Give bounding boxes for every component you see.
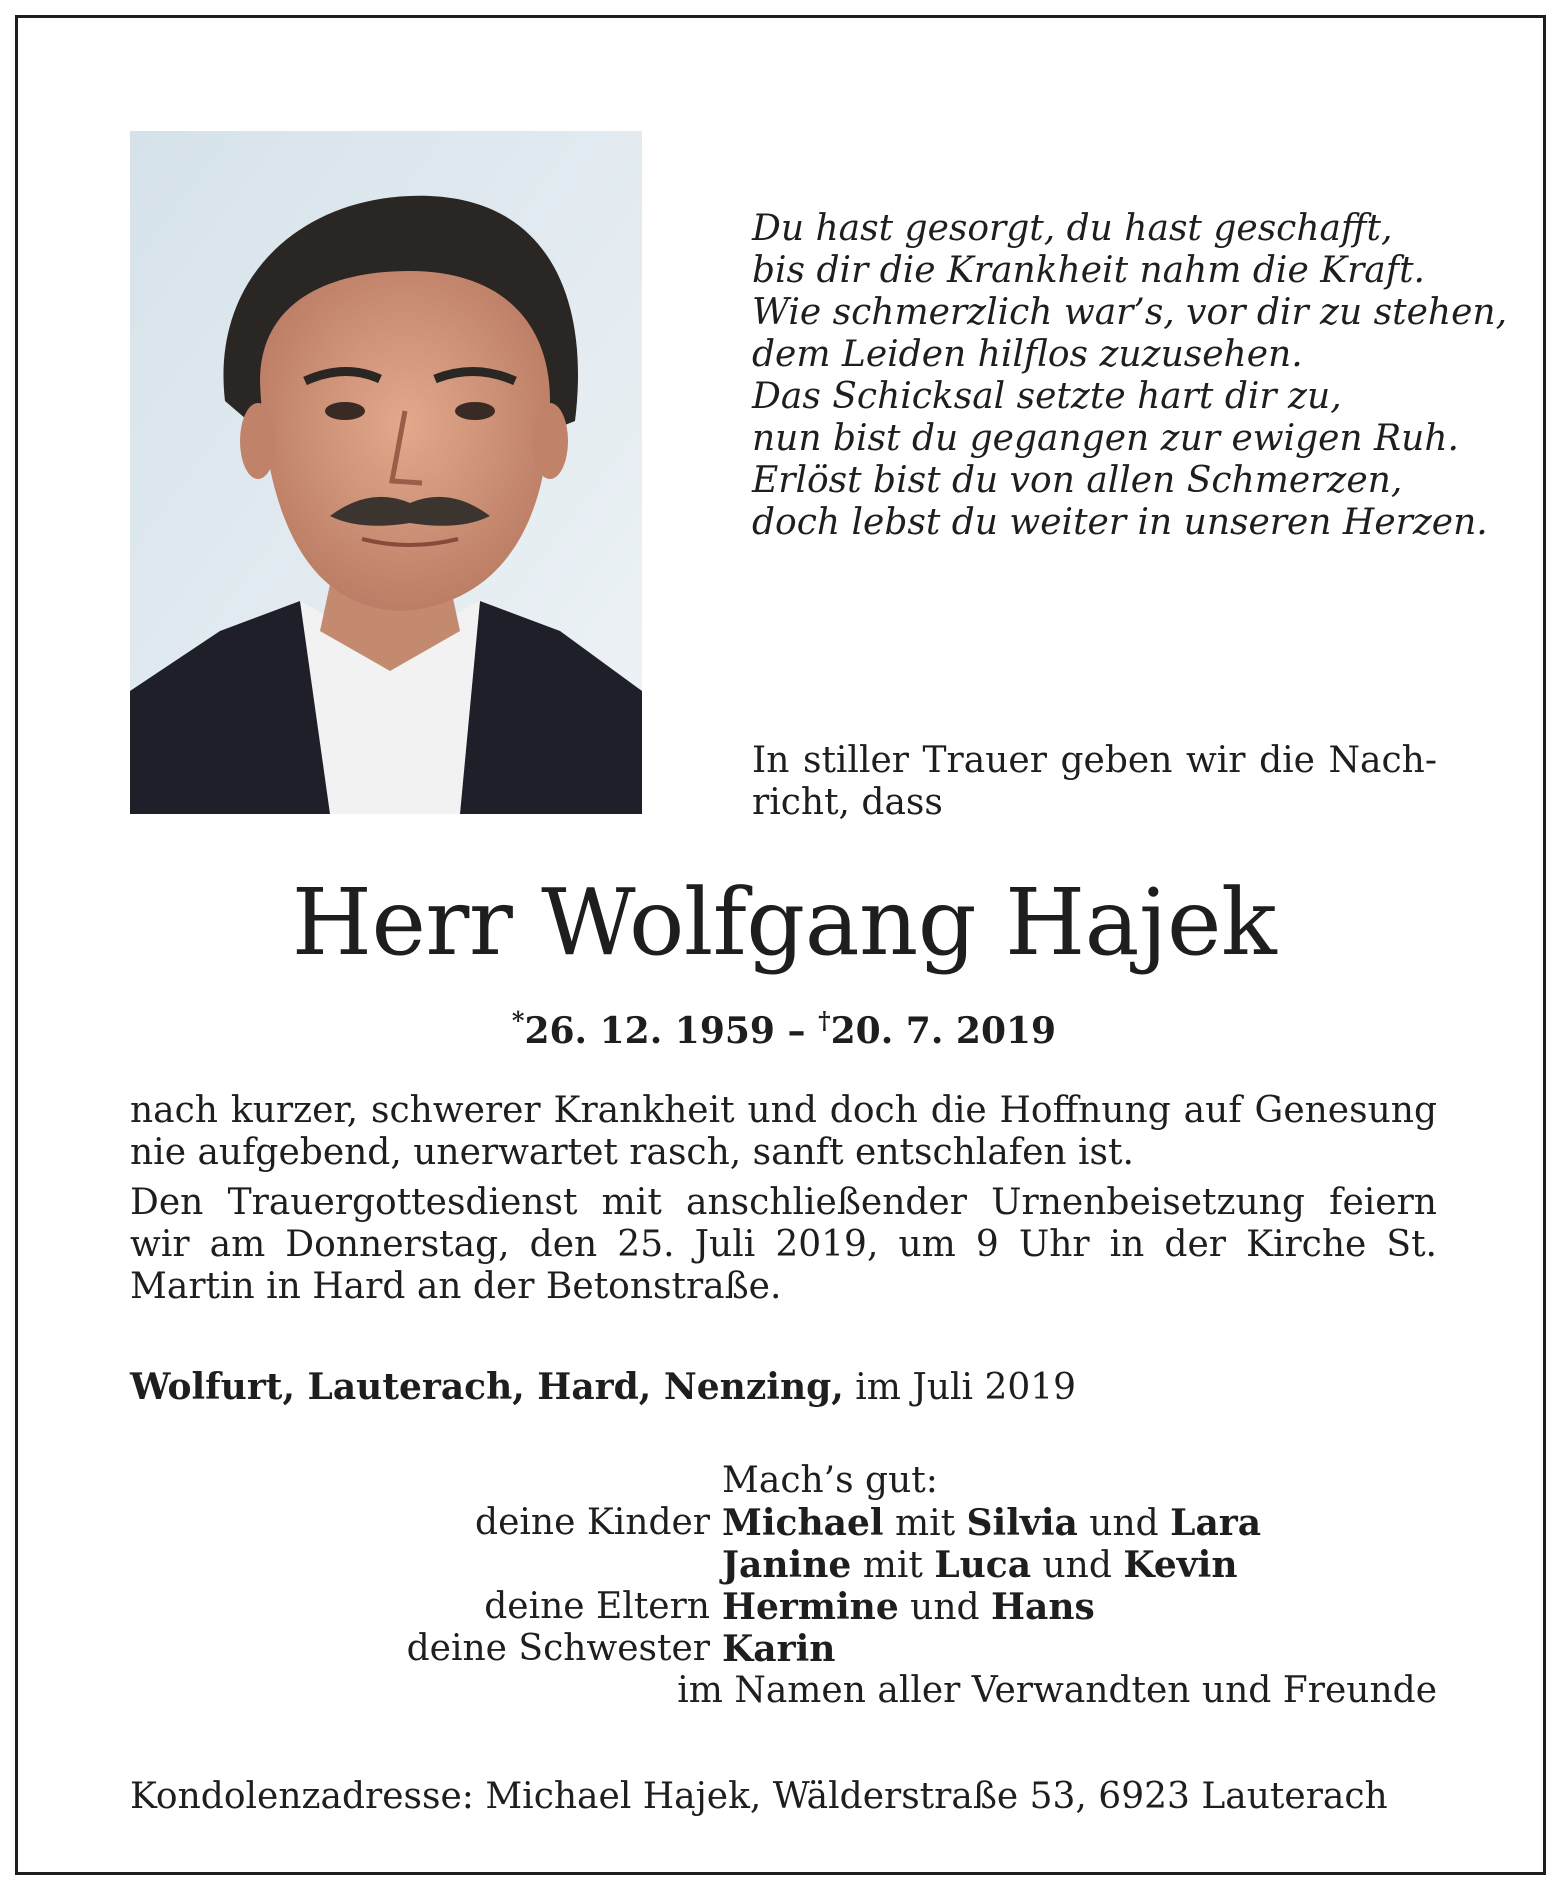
children-names-1: Michael mit Silvia und Lara — [722, 1502, 1262, 1544]
signer-row — [130, 1586, 1437, 1628]
portrait-photo — [130, 131, 642, 814]
birth-date: 26. 12. 1959 — [524, 1010, 775, 1052]
body-paragraph-2: Den Trauergottesdienst mit anschließender Urnenbeisetzung feiern wir am Donnerstag, den 25. Juli 2019, um 9 Uhr in der Kirche St. Martin in Hard an der Betonstraße. — [130, 1182, 1437, 1307]
sister-name: Karin — [722, 1628, 836, 1670]
notice-body — [130, 1090, 1437, 1316]
poem-line: Erlöst bist du von allen Schmerzen, — [752, 460, 1403, 501]
birth-symbol: * — [511, 1006, 525, 1035]
condolence-address: Kondolenzadresse: Michael Hajek, Wälderstraße 53, 6923 Lauterach — [130, 1776, 1388, 1817]
life-dates — [0, 1000, 1568, 1052]
deceased-name: Herr Wolfgang Hajek — [291, 869, 1277, 976]
closing-line: im Namen aller Verwandten und Freunde — [677, 1670, 1437, 1711]
sister-label: deine Schwester — [406, 1628, 710, 1669]
parents-label: deine Eltern — [484, 1586, 710, 1627]
signer-row — [130, 1670, 1437, 1712]
poem-line: dem Leiden hilflos zuzusehen. — [752, 334, 1303, 375]
place-date: im Juli 2019 — [843, 1367, 1077, 1408]
poem — [752, 208, 1507, 544]
parents-names: Hermine und Hans — [722, 1586, 1095, 1628]
farewell: Mach’s gut: — [722, 1460, 938, 1501]
body-paragraph-1: nach kurzer, schwerer Krankheit und doch die Hoffnung auf Genesung nie aufgebend, unerwartet rasch, sanft entschlafen ist. — [130, 1090, 1437, 1173]
children-label: deine Kinder — [475, 1502, 710, 1543]
signer-row — [130, 1460, 1437, 1502]
signer-row — [130, 1544, 1437, 1586]
poem-line: bis dir die Krankheit nahm die Kraft. — [752, 250, 1425, 291]
poem-line: Das Schicksal setzte hart dir zu, — [752, 376, 1342, 417]
intro-line-2: richt, dass — [752, 782, 943, 823]
children-names-2: Janine mit Luca und Kevin — [722, 1544, 1238, 1586]
intro-text — [752, 740, 1437, 824]
death-date: 20. 7. 2019 — [830, 1010, 1057, 1052]
signer-row — [130, 1628, 1437, 1670]
poem-line: Du hast gesorgt, du hast geschafft, — [752, 208, 1393, 249]
portrait-illustration — [130, 131, 642, 814]
poem-line: doch lebst du weiter in unseren Herzen. — [752, 502, 1488, 543]
poem-line: Wie schmerzlich war’s, vor dir zu stehen, — [752, 292, 1508, 333]
death-symbol: † — [818, 1006, 831, 1035]
place-and-date — [130, 1366, 1076, 1409]
poem-line: nun bist du gegangen zur ewigen Ruh. — [752, 418, 1459, 459]
signers-block — [130, 1460, 1437, 1712]
date-separator: – — [774, 1010, 819, 1052]
place-towns: Wolfurt, Lauterach, Hard, Nenzing, — [130, 1366, 844, 1408]
signer-row — [130, 1502, 1437, 1544]
intro-line-1: In stiller Trauer geben wir die Nach- — [752, 740, 1437, 781]
